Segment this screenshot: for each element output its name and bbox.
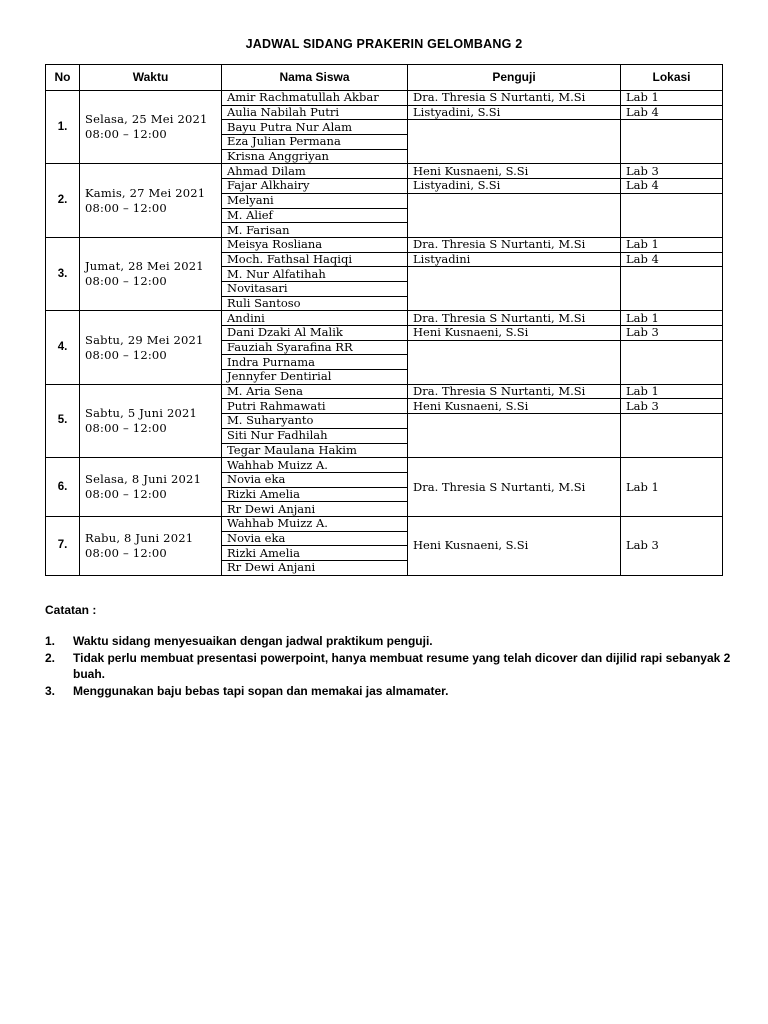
header-no: No [46,65,80,91]
location: Lab 1 [621,384,723,399]
examiner-empty [408,193,621,237]
examiner-name: Dra. Thresia S Nurtanti, M.Si [408,91,621,106]
header-waktu: Waktu [80,65,222,91]
group-number: 1. [46,91,80,164]
list-item [45,683,735,700]
student-name: Moch. Fathsal Haqiqi [222,252,408,267]
session-day: Kamis, 27 Mei 2021 [85,185,206,200]
examiner-name: Heni Kusnaeni, S.Si [408,164,621,179]
student-name: M. Suharyanto [222,414,408,429]
location: Lab 3 [621,326,723,341]
student-name: Eza Julian Permana [222,135,408,150]
session-hours: 08:00 – 12:00 [85,545,167,560]
examiner-name: Heni Kusnaeni, S.Si [408,516,621,575]
student-name: Rizki Amelia [222,546,408,561]
header-nama-siswa: Nama Siswa [222,65,408,91]
notes-title: Catatan : [45,603,97,617]
student-name: Andini [222,311,408,326]
location-empty [621,340,723,384]
session-time [80,164,222,237]
student-name: Novitasari [222,281,408,296]
page-title: JADWAL SIDANG PRAKERIN GELOMBANG 2 [245,37,523,51]
student-name: Tegar Maulana Hakim [222,443,408,458]
notes-list [45,633,735,699]
session-day: Jumat, 28 Mei 2021 [85,259,204,274]
table-row [46,237,723,252]
session-time [80,237,222,310]
session-hours: 08:00 – 12:00 [85,274,167,289]
location: Lab 1 [621,237,723,252]
student-name: Meisya Rosliana [222,237,408,252]
examiner-name: Heni Kusnaeni, S.Si [408,399,621,414]
location-empty [621,414,723,458]
list-item [45,650,735,683]
student-name: Krisna Anggriyan [222,149,408,164]
examiner-empty [408,340,621,384]
student-name: Melyani [222,193,408,208]
group-number: 3. [46,237,80,310]
student-name: Indra Purnama [222,355,408,370]
notes-section [45,603,735,699]
student-name: Ruli Santoso [222,296,408,311]
session-time [80,311,222,384]
student-name: Wahhab Muizz A. [222,458,408,473]
note-number: 2. [45,650,56,665]
note-text: Menggunakan baju bebas tapi sopan dan memakai jas almamater. [73,683,449,698]
table-row [46,458,723,473]
student-name: Ahmad Dilam [222,164,408,179]
note-number: 3. [45,683,56,698]
session-day: Sabtu, 29 Mei 2021 [85,332,204,347]
table-row [46,311,723,326]
examiner-name: Heni Kusnaeni, S.Si [408,326,621,341]
session-hours: 08:00 – 12:00 [85,487,167,502]
table-row [46,516,723,531]
location-empty [621,193,723,237]
student-name: Amir Rachmatullah Akbar [222,91,408,106]
student-name: Siti Nur Fadhilah [222,428,408,443]
examiner-name: Dra. Thresia S Nurtanti, M.Si [408,311,621,326]
note-number: 1. [45,634,56,648]
table-row [46,384,723,399]
student-name: Novia eka [222,531,408,546]
student-name: Aulia Nabilah Putri [222,105,408,120]
table-row [46,164,723,179]
session-hours: 08:00 – 12:00 [85,200,167,215]
group-number: 6. [46,458,80,517]
student-name: Putri Rahmawati [222,399,408,414]
student-name: Fauziah Syarafina RR [222,340,408,355]
student-name: Fajar Alkhairy [222,179,408,194]
session-hours: 08:00 – 12:00 [85,347,167,362]
session-hours: 08:00 – 12:00 [85,127,167,142]
header-penguji: Penguji [408,65,621,91]
student-name: Bayu Putra Nur Alam [222,120,408,135]
student-name: M. Aria Sena [222,384,408,399]
session-day: Sabtu, 5 Juni 2021 [85,405,198,420]
examiner-name: Dra. Thresia S Nurtanti, M.Si [408,458,621,517]
note-text: Waktu sidang menyesuaikan dengan jadwal praktikum penguji. [73,634,433,648]
session-time [80,91,222,164]
examiner-name: Dra. Thresia S Nurtanti, M.Si [408,384,621,399]
examiner-name: Listyadini, S.Si [408,105,621,120]
table-row [46,91,723,106]
location: Lab 4 [621,105,723,120]
group-number: 2. [46,164,80,237]
student-name: Rr Dewi Anjani [222,561,408,576]
student-name: M. Nur Alfatihah [222,267,408,282]
group-number: 5. [46,384,80,457]
session-time [80,458,222,517]
location: Lab 1 [621,311,723,326]
group-number: 7. [46,516,80,575]
session-time [80,516,222,575]
student-name: Rizki Amelia [222,487,408,502]
location-empty [621,267,723,311]
header-lokasi: Lokasi [621,65,723,91]
examiner-empty [408,120,621,164]
student-name: Rr Dewi Anjani [222,502,408,517]
session-day: Rabu, 8 Juni 2021 [85,530,194,545]
location: Lab 3 [621,164,723,179]
location: Lab 1 [621,458,723,517]
student-name: Dani Dzaki Al Malik [222,326,408,341]
examiner-empty [408,267,621,311]
student-name: M. Alief [222,208,408,223]
examiner-name: Listyadini, S.Si [408,179,621,194]
location: Lab 4 [621,179,723,194]
student-name: Jennyfer Dentirial [222,370,408,385]
examiner-name: Listyadini [408,252,621,267]
list-item [45,633,735,650]
student-name: M. Farisan [222,223,408,238]
session-hours: 08:00 – 12:00 [85,420,167,435]
group-number: 4. [46,311,80,384]
session-day: Selasa, 8 Juni 2021 [85,472,202,487]
session-day: Selasa, 25 Mei 2021 [85,112,208,127]
location: Lab 3 [621,399,723,414]
examiner-name: Dra. Thresia S Nurtanti, M.Si [408,237,621,252]
location-empty [621,120,723,164]
student-name: Wahhab Muizz A. [222,516,408,531]
location: Lab 4 [621,252,723,267]
student-name: Novia eka [222,472,408,487]
schedule-table [45,64,723,576]
session-time [80,384,222,457]
location: Lab 1 [621,91,723,106]
note-text: Tidak perlu membuat presentasi powerpoint, hanya membuat resume yang telah dicover dan dijilid rapi sebanyak 2 buah. [73,650,731,681]
examiner-empty [408,414,621,458]
location: Lab 3 [621,516,723,575]
table-header-row [46,65,723,91]
